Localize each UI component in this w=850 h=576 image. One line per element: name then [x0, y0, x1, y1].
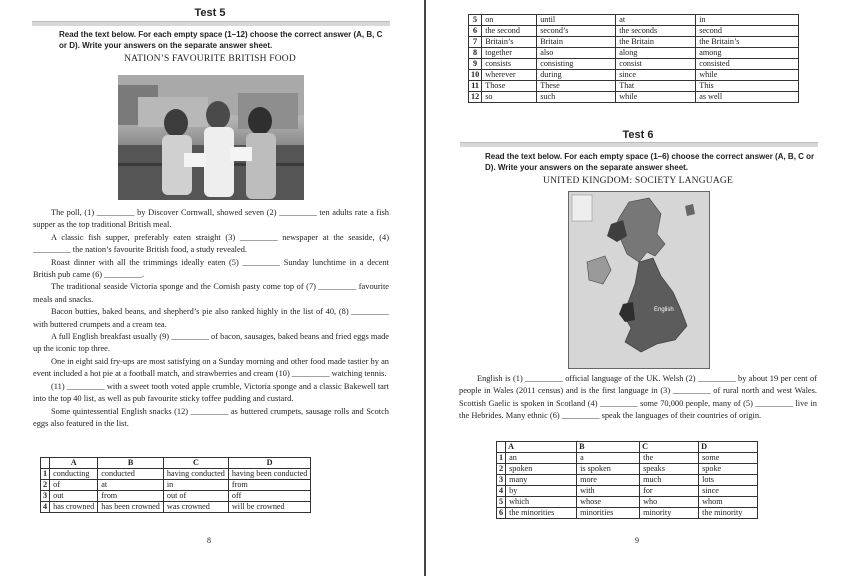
table-cell: spoke	[699, 464, 758, 475]
table-row	[497, 497, 758, 508]
table-cell: D	[228, 458, 310, 469]
table-cell: having conducted	[163, 469, 228, 480]
test-5-text	[33, 207, 389, 430]
table-cell: wherever	[482, 70, 537, 81]
table-row	[497, 486, 758, 497]
table-cell	[497, 442, 506, 453]
table-cell: 6	[497, 508, 506, 519]
table-row	[41, 469, 311, 480]
table-cell: has been crowned	[98, 502, 164, 513]
test-6-heading: UNITED KINGDOM: SOCIETY LANGUAGE	[543, 176, 733, 186]
table-cell: 6	[469, 26, 482, 37]
test-5-heading: NATION’S FAVOURITE BRITISH FOOD	[124, 54, 296, 64]
table-cell: much	[640, 475, 699, 486]
page-number: 9	[635, 536, 639, 545]
test-5-instruction: Read the text below. For each empty space (1–12) choose the correct answer (A, B, C or D). Write your answers on the separate answer sheet.	[59, 30, 383, 50]
table-cell: off	[228, 491, 310, 502]
table-cell: has crowned	[50, 502, 98, 513]
paragraph: The traditional seaside Victoria sponge and the Cornish pasty come top of (7) _________ favourite meals and snacks.	[33, 282, 389, 304]
table-cell: C	[163, 458, 228, 469]
table-cell: 4	[497, 486, 506, 497]
table-row	[497, 475, 758, 486]
table-cell: conducted	[98, 469, 164, 480]
table-cell: 2	[41, 480, 50, 491]
table-cell: 5	[469, 15, 482, 26]
table-cell: second’s	[537, 26, 616, 37]
table-cell: more	[577, 475, 640, 486]
table-cell: which	[506, 497, 577, 508]
table-cell: having been conducted	[228, 469, 310, 480]
table-cell: speaks	[640, 464, 699, 475]
table-cell: 2	[497, 464, 506, 475]
table-row	[469, 81, 799, 92]
table-cell: by	[506, 486, 577, 497]
table-row	[469, 59, 799, 70]
table-row	[41, 491, 311, 502]
table-cell: for	[640, 486, 699, 497]
table-cell: minority	[640, 508, 699, 519]
table-row	[469, 15, 799, 26]
table-cell: while	[696, 70, 799, 81]
table-cell: minorities	[577, 508, 640, 519]
table-row	[497, 453, 758, 464]
table-cell: in	[163, 480, 228, 491]
table-cell: from	[228, 480, 310, 491]
table-cell: 12	[469, 92, 482, 103]
table-cell: the	[640, 453, 699, 464]
paragraph: Roast dinner with all the trimmings ideally eaten (5) _________ Sunday lunchtime in a decent British pub came (6) _________.	[33, 257, 389, 280]
page-number: 8	[207, 536, 211, 545]
table-cell: the Britain’s	[696, 37, 799, 48]
table-cell: so	[482, 92, 537, 103]
table-cell: since	[616, 70, 696, 81]
table-cell: who	[640, 497, 699, 508]
table-cell: together	[482, 48, 537, 59]
map-label-english: English	[654, 307, 674, 313]
paragraph: Some quintessential English snacks (12) _________ as buttered crumpets, sausage rolls and Scotch eggs also featured in the list.	[33, 406, 389, 428]
table-cell: 3	[41, 491, 50, 502]
table-cell: 8	[469, 48, 482, 59]
table-row	[469, 70, 799, 81]
table-cell: was crowned	[163, 502, 228, 513]
table-cell: out of	[163, 491, 228, 502]
table-cell: 7	[469, 37, 482, 48]
table-cell: from	[98, 491, 164, 502]
table-row	[469, 37, 799, 48]
test-6-answer-table	[496, 441, 758, 519]
table-cell: the seconds	[616, 26, 696, 37]
table-cell: 10	[469, 70, 482, 81]
table-header-row	[497, 442, 758, 453]
photo-illustration	[118, 75, 304, 200]
table-cell: many	[506, 475, 577, 486]
table-cell: consisted	[696, 59, 799, 70]
table-cell: 4	[41, 502, 50, 513]
table-cell: Britain	[537, 37, 616, 48]
table-cell: 9	[469, 59, 482, 70]
table-cell: conducting	[50, 469, 98, 480]
table-cell: some	[699, 453, 758, 464]
test-6-title: Test 6	[622, 129, 654, 141]
table-cell: a	[577, 453, 640, 464]
table-row	[41, 502, 311, 513]
photo-women-eating-fish-and-chips	[118, 75, 304, 200]
test-5-title: Test 5	[194, 7, 226, 19]
table-cell: B	[98, 458, 164, 469]
paragraph: (11) _________ with a sweet tooth voted apple crumble, Victoria sponge and a classic Bakewell tart into the top 40 list, as well as pub favourite sticky toffee pudding and custard.	[33, 381, 389, 404]
table-header-row	[41, 458, 311, 469]
table-cell: the Britain	[616, 37, 696, 48]
table-cell: A	[506, 442, 577, 453]
table-cell: Those	[482, 81, 537, 92]
paragraph: Bacon butties, baked beans, and shepherd’s pie also ranked highly in the list of 40, (8) _________ with buttered crumpets and a cream tea.	[33, 307, 389, 329]
table-cell: whose	[577, 497, 640, 508]
table-cell: lots	[699, 475, 758, 486]
test-5-answer-table-continued	[468, 14, 799, 103]
table-row	[469, 92, 799, 103]
table-cell: consists	[482, 59, 537, 70]
table-row	[41, 480, 311, 491]
table-cell: an	[506, 453, 577, 464]
table-cell: such	[537, 92, 616, 103]
title-rule	[32, 21, 390, 26]
table-cell: in	[696, 15, 799, 26]
table-cell: 3	[497, 475, 506, 486]
paragraph: The poll, (1) _________ by Discover Cornwall, showed seven (2) _________ ten adults rate a fish supper as the top traditional British meal.	[33, 208, 389, 230]
table-cell: the second	[482, 26, 537, 37]
table-cell: the minority	[699, 508, 758, 519]
table-cell: 1	[41, 469, 50, 480]
paragraph: English is (1) _________ official language of the UK. Welsh (2) _________ by about 19 per cent of people in Wales (2011 census) and is the first language in (3) _________ of rural north and west Wales. Scottish Gaelic is spoken in Scotland (4) _________ some 70,000 people, many of (5) _________ live in the Hebrides. Many ethnic (6) _________ speak the languages of their countries of origin.	[459, 374, 817, 421]
test-6-text	[459, 373, 817, 423]
paragraph: A full English breakfast usually (9) _________ of bacon, sausages, baked beans and fried eggs made up the iconic top three.	[33, 332, 389, 354]
table-cell: as well	[696, 92, 799, 103]
table-cell: second	[696, 26, 799, 37]
table-row	[497, 508, 758, 519]
table-cell: 1	[497, 453, 506, 464]
table-cell: A	[50, 458, 98, 469]
table-cell: is spoken	[577, 464, 640, 475]
table-cell: consisting	[537, 59, 616, 70]
uk-map-illustration	[569, 192, 709, 368]
table-cell: since	[699, 486, 758, 497]
table-cell	[41, 458, 50, 469]
table-cell: will be crowned	[228, 502, 310, 513]
table-row	[469, 26, 799, 37]
table-row	[469, 48, 799, 59]
table-cell: 11	[469, 81, 482, 92]
test-5-answer-table	[40, 457, 311, 513]
table-cell: These	[537, 81, 616, 92]
table-cell: along	[616, 48, 696, 59]
table-cell: on	[482, 15, 537, 26]
table-cell: Britain’s	[482, 37, 537, 48]
table-cell: consist	[616, 59, 696, 70]
table-cell: at	[616, 15, 696, 26]
table-cell: C	[640, 442, 699, 453]
table-cell: also	[537, 48, 616, 59]
table-row	[497, 464, 758, 475]
test-6-instruction: Read the text below. For each empty space (1–6) choose the correct answer (A, B, C or D). Write your answers on the separate answer sheet.	[485, 152, 815, 172]
table-cell: spoken	[506, 464, 577, 475]
table-cell: with	[577, 486, 640, 497]
title-rule	[460, 142, 818, 147]
paragraph: One in eight said fry-ups are most satisfying on a Sunday morning and other food made tastier by an event included a hot pie at a football match, and strawberries and cream (10) _________ watching tennis.	[33, 356, 389, 379]
table-cell: until	[537, 15, 616, 26]
table-cell: This	[696, 81, 799, 92]
table-cell: at	[98, 480, 164, 491]
table-cell: of	[50, 480, 98, 491]
right-page	[426, 0, 850, 576]
table-cell: whom	[699, 497, 758, 508]
table-cell: D	[699, 442, 758, 453]
table-cell: among	[696, 48, 799, 59]
table-cell: during	[537, 70, 616, 81]
table-cell: the minorities	[506, 508, 577, 519]
table-cell: B	[577, 442, 640, 453]
table-cell: out	[50, 491, 98, 502]
uk-language-map	[568, 191, 710, 369]
paragraph: A classic fish supper, preferably eaten straight (3) _________ newspaper at the seaside, (4) _________ the nation’s favourite British food, a study revealed.	[33, 232, 389, 255]
table-cell: 5	[497, 497, 506, 508]
table-cell: That	[616, 81, 696, 92]
table-cell: while	[616, 92, 696, 103]
